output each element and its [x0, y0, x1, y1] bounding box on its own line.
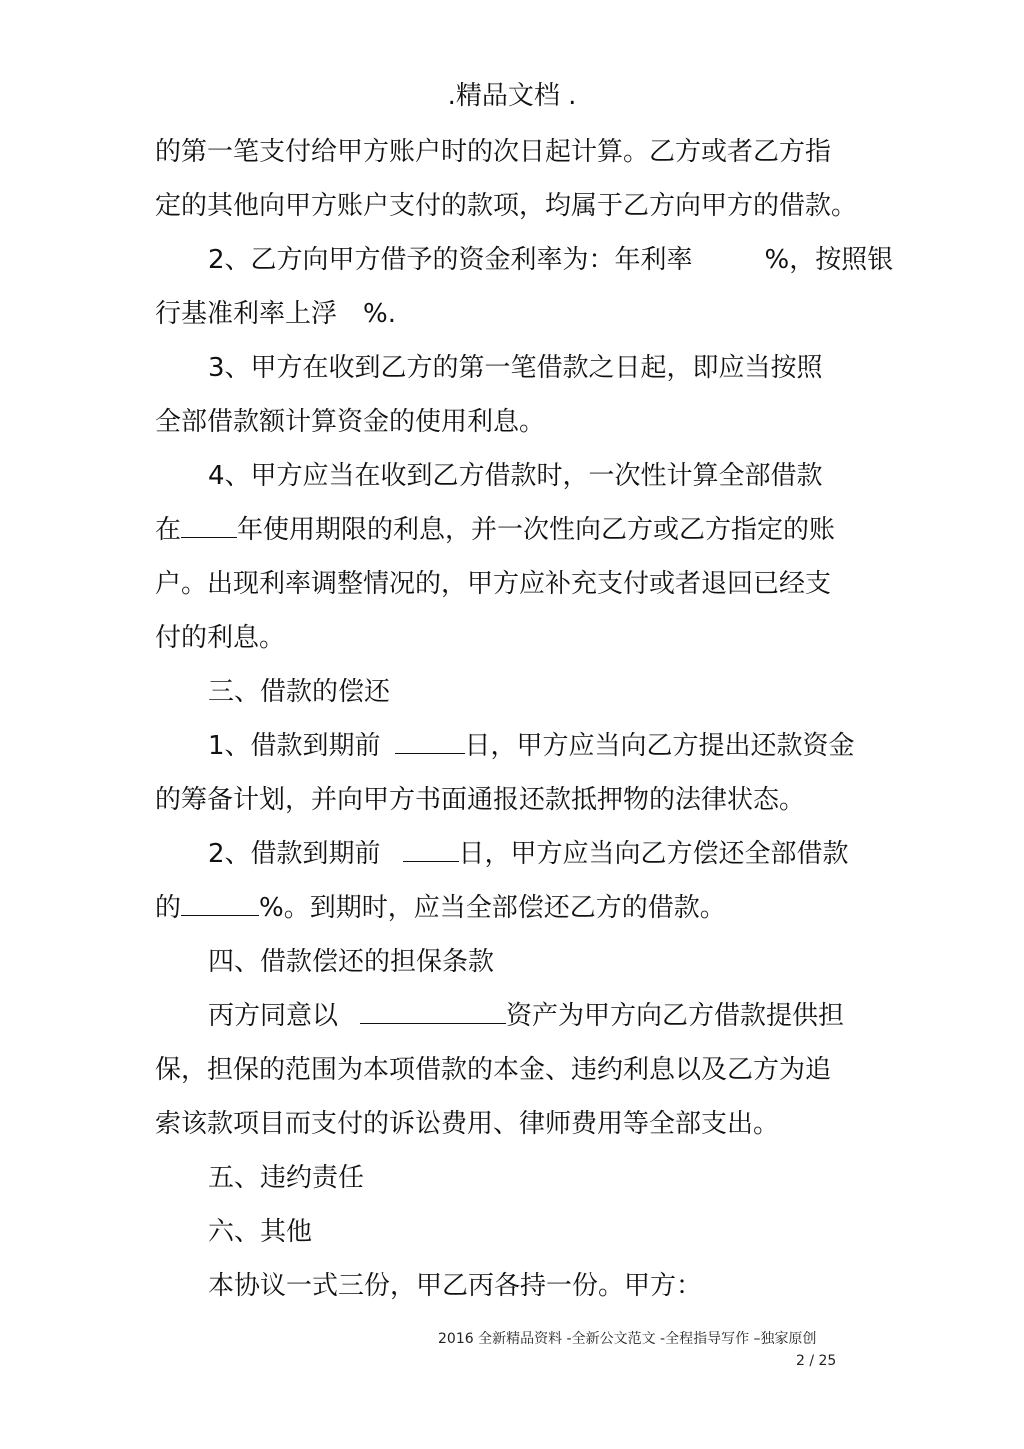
text-segment: 1、借款到期前 [208, 731, 381, 761]
text-segment: %，按照银 [764, 245, 894, 275]
text-line [208, 242, 893, 278]
text-line: 付的利息。 [155, 623, 286, 653]
text-line: 户。出现利率调整情况的，甲方应补充支付或者退回已经支 [155, 569, 832, 599]
text-line: 定的其他向甲方账户支付的款项，均属于乙方向甲方的借款。 [155, 191, 858, 221]
page-number: 2 / 25 [796, 1353, 837, 1369]
text-segment: 年使用期限的利息，并一次性向乙方或乙方指定的账 [237, 515, 836, 545]
fill-blank [360, 999, 506, 1024]
text-segment: 资产为甲方向乙方借款提供担 [506, 1001, 845, 1031]
text-segment: 在 [155, 515, 182, 545]
text-line: 全部借款额计算资金的使用利息。 [155, 407, 546, 437]
text-line [155, 296, 396, 332]
text-segment: 日，甲方应当向乙方偿还全部借款 [458, 839, 849, 869]
text-segment: 2、乙方向甲方借予的资金利率为：年利率 [208, 245, 693, 275]
text-line: 的筹备计划，并向甲方书面通报还款抵押物的法律状态。 [155, 785, 806, 815]
text-line: 4、甲方应当在收到乙方借款时，一次性计算全部借款 [208, 461, 823, 491]
section-heading: 四、借款偿还的担保条款 [208, 947, 495, 977]
text-line [208, 836, 849, 872]
fill-blank [403, 837, 459, 862]
text-segment: %. [363, 299, 396, 329]
text-segment: 的 [155, 893, 182, 923]
section-heading: 六、其他 [208, 1217, 313, 1247]
text-line [208, 998, 844, 1034]
section-heading: 五、违约责任 [208, 1163, 365, 1193]
text-line [208, 728, 855, 764]
page-footer: 2016 全新精品资料 -全新公文范文 -全程指导写作 –独家原创 [438, 1331, 817, 1347]
section-heading: 三、借款的偿还 [208, 677, 391, 707]
text-line: 本协议一式三份，甲乙丙各持一份。甲方： [208, 1271, 703, 1301]
text-line [155, 512, 835, 548]
text-line [155, 890, 726, 926]
text-line: 3、甲方在收到乙方的第一笔借款之日起，即应当按照 [208, 353, 823, 383]
text-segment: %。到期时，应当全部偿还乙方的借款。 [259, 893, 726, 923]
text-segment: 2、借款到期前 [208, 839, 381, 869]
text-segment: 丙方同意以 [208, 1001, 339, 1031]
fill-blank [395, 729, 465, 754]
fill-blank [181, 891, 259, 916]
page-header: .精品文档 . [447, 81, 577, 111]
text-segment: 行基准利率上浮 [155, 299, 338, 329]
text-line: 索该款项目而支付的诉讼费用、律师费用等全部支出。 [155, 1109, 780, 1139]
text-segment: 日，甲方应当向乙方提出还款资金 [464, 731, 855, 761]
text-line: 的第一笔支付给甲方账户时的次日起计算。乙方或者乙方指 [155, 137, 832, 167]
fill-blank [181, 513, 237, 538]
text-line: 保，担保的范围为本项借款的本金、违约利息以及乙方为追 [155, 1055, 832, 1085]
